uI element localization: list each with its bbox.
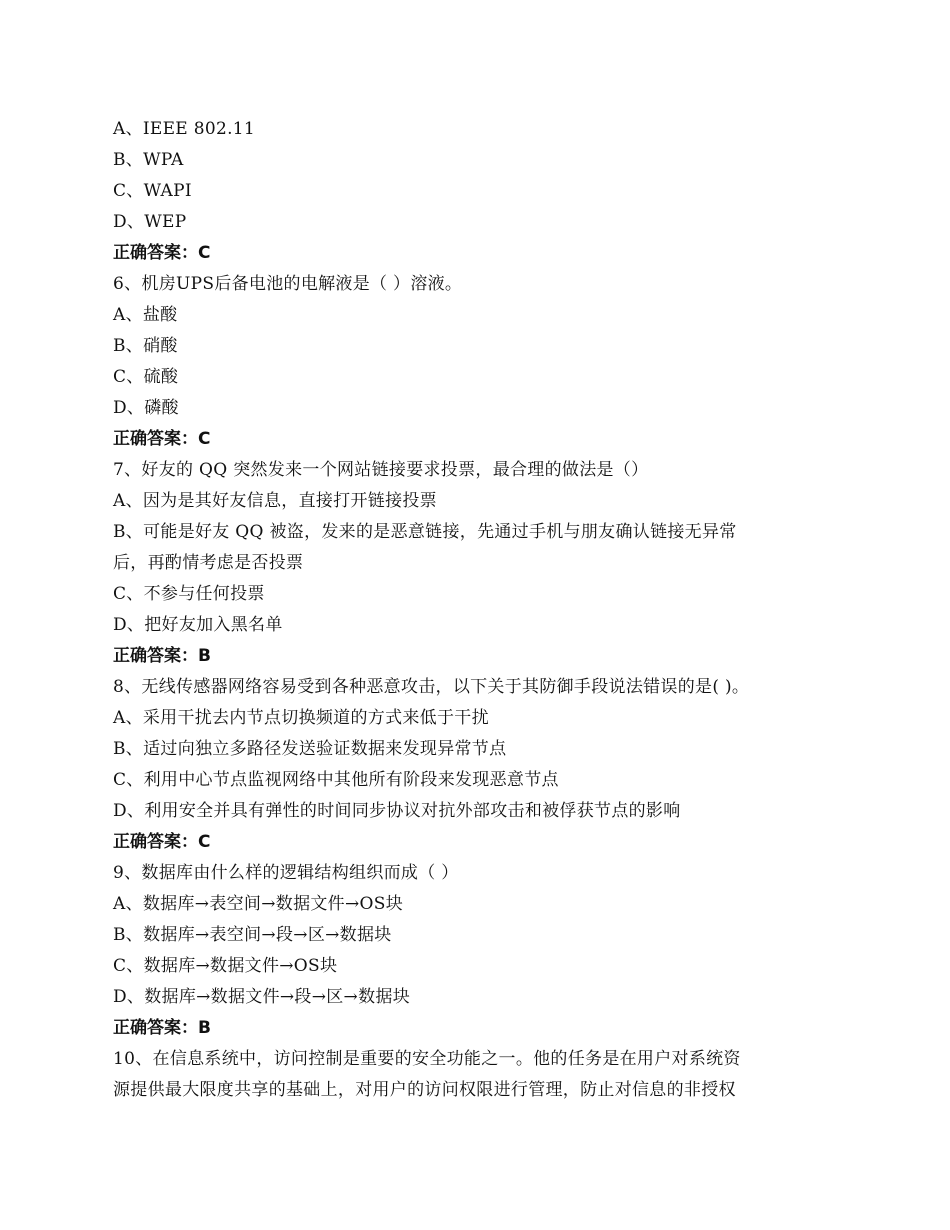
option-d: D、数据库→数据文件→段→区→数据块 [113, 987, 411, 1007]
option-b: B、硝酸 [113, 336, 178, 356]
option-d: D、WEP [113, 212, 187, 232]
option-a: A、IEEE 802.11 [113, 119, 256, 139]
option-a: A、因为是其好友信息，直接打开链接投票 [113, 491, 437, 511]
option-b: B、可能是好友 QQ 被盗，发来的是恶意链接，先通过手机与朋友确认链接无异常 [113, 522, 737, 542]
answer-q5: 正确答案：C [113, 243, 211, 263]
option-c: C、利用中心节点监视网络中其他所有阶段来发现恶意节点 [113, 770, 559, 790]
question-7: 7、好友的 QQ 突然发来一个网站链接要求投票，最合理的做法是（） [113, 460, 649, 480]
option-c: C、数据库→数据文件→OS块 [113, 956, 338, 976]
question-9: 9、数据库由什么样的逻辑结构组织而成（ ） [113, 863, 459, 883]
option-d: D、磷酸 [113, 398, 179, 418]
question-8: 8、无线传感器网络容易受到各种恶意攻击，以下关于其防御手段说法错误的是( )。 [113, 677, 750, 697]
option-a: A、数据库→表空间→数据文件→OS块 [113, 894, 403, 914]
answer-q8: 正确答案：C [113, 832, 211, 852]
option-b-continued: 后，再酌情考虑是否投票 [113, 553, 304, 573]
answer-q6: 正确答案：C [113, 429, 211, 449]
option-b: B、WPA [113, 150, 184, 170]
option-c: C、硫酸 [113, 367, 179, 387]
answer-q9: 正确答案：B [113, 1018, 211, 1038]
option-b: B、适过向独立多路径发送验证数据来发现异常节点 [113, 739, 507, 759]
option-d: D、把好友加入黑名单 [113, 615, 283, 635]
question-6: 6、机房UPS后备电池的电解液是（ ）溶液。 [113, 274, 463, 294]
option-a: A、盐酸 [113, 305, 178, 325]
question-10-continued: 源提供最大限度共享的基础上，对用户的访问权限进行管理，防止对信息的非授权 [113, 1080, 736, 1100]
option-c: C、WAPI [113, 181, 192, 201]
option-c: C、不参与任何投票 [113, 584, 265, 604]
answer-q7: 正确答案：B [113, 646, 211, 666]
question-10: 10、在信息系统中，访问控制是重要的安全功能之一。他的任务是在用户对系统资 [113, 1049, 741, 1069]
option-d: D、利用安全并具有弹性的时间同步协议对抗外部攻击和被俘获节点的影响 [113, 801, 681, 821]
question-list [113, 114, 853, 1106]
option-b: B、数据库→表空间→段→区→数据块 [113, 925, 392, 945]
option-a: A、采用干扰去内节点切换频道的方式来低于干扰 [113, 708, 489, 728]
